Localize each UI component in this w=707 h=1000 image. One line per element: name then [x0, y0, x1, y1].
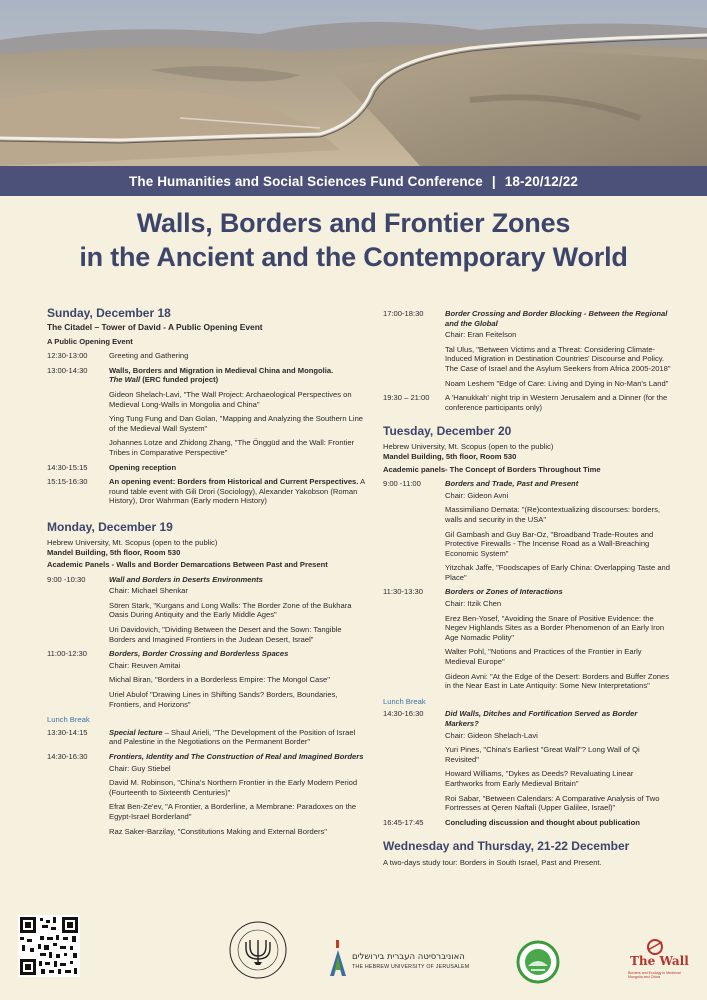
time: 13:30-14:15	[47, 727, 88, 737]
sunday-venue: The Citadel – Tower of David - A Public Opening Event	[47, 322, 263, 332]
talk: Erez Ben-Yosef, "Avoiding the Snare of Positive Evidence: the Negev Highlands Sites as a Border Phenomenon of an Early Iron Age Nomadic Polity"	[445, 613, 665, 642]
schedule-row	[47, 477, 369, 506]
hero-desert-photo	[0, 0, 707, 166]
time: 9:00 -11:00	[383, 479, 421, 489]
session-title: Frontiers, Identity and The Construction of Real and Imagined Borders	[109, 752, 364, 761]
chair: Chair: Guy Stiebel	[109, 763, 171, 773]
session-text	[109, 477, 369, 506]
monday-panel-heading: Academic Panels - Walls and Border Demarcations Between Past and Present	[47, 560, 328, 570]
the-wall-project-logo	[626, 938, 696, 988]
time: 14:30-15:15	[47, 462, 88, 472]
qr-code[interactable]	[18, 915, 80, 977]
talk: Yuri Pines, "China's Earliest "Great Wall"? Long Wall of Qi Revisited"	[445, 745, 640, 764]
time: 15:15-16:30	[47, 477, 88, 487]
lunch-break: Lunch Break	[383, 696, 426, 706]
huji-english-name: THE HEBREW UNIVERSITY OF JERUSALEM	[352, 964, 470, 970]
day-heading-tuesday: Tuesday, December 20	[383, 424, 512, 439]
tuesday-panel-heading: Academic panels- The Concept of Borders Throughout Time	[383, 464, 601, 474]
talk: Uriel Abulof "Drawing Lines in Shifting Sands? Borders, Boundaries, Frontiers, and Horizons"	[109, 690, 338, 709]
schedule-row	[47, 366, 369, 385]
time: 14:30-16:30	[47, 752, 88, 761]
session-title: Borders and Trade, Past and Present	[445, 479, 579, 489]
session-title: Border Crossing and Border Blocking - Between the Regional and the Global	[445, 309, 668, 328]
schedule-row	[47, 575, 369, 585]
day-heading-sunday: Sunday, December 18	[47, 306, 171, 320]
program-right-column	[383, 309, 673, 868]
chair: Chair: Itzik Chen	[445, 599, 502, 609]
conference-banner	[0, 166, 707, 196]
session-text: Greeting and Gathering	[109, 351, 189, 361]
time: 11:30-13:30	[383, 587, 423, 597]
schedule-row	[47, 649, 369, 659]
time: 12:30-13:00	[47, 351, 88, 361]
session-title: Did Walls, Ditches and Fortification Served as Border Markers?	[445, 709, 638, 728]
time: 13:00-14:30	[47, 365, 88, 375]
talk: Ying Tung Fung and Dan Golan, "Mapping and Analyzing the Southern Line of the Medieval Wall System"	[109, 414, 364, 433]
israel-science-academy-logo	[228, 920, 288, 980]
schedule-row	[383, 479, 673, 489]
tuesday-room: Mandel Building, 5th floor, Room 530	[383, 451, 517, 461]
session-text	[109, 728, 369, 747]
time: 9:00 -10:30	[47, 574, 86, 584]
talk: Howard Williams, "Dykes as Deeds? Revaluating Linear Earthworks from Early Medieval Britain"	[445, 769, 634, 788]
program-left-column	[47, 306, 369, 836]
time: 19:30 – 21:00	[383, 393, 430, 403]
session-title: Special lecture	[109, 727, 163, 737]
talk: Raz Saker-Barzilay, "Constitutions Making and External Borders"	[109, 826, 327, 836]
session-text: A 'Hanukkah' night trip in Western Jerusalem and a Dinner (for the conference participants only)	[445, 393, 668, 412]
talk: Gideon Avni: "At the Edge of the Desert: Borders and Buffer Zones in the Near East in Late Antiquity: Some New Interpretations"	[445, 671, 670, 691]
talk: Yitzchak Jaffe, "Foodscapes of Early China: Overlapping Taste and Place"	[445, 563, 671, 582]
schedule-row	[47, 463, 369, 473]
lunch-break: Lunch Break	[47, 715, 90, 725]
day-heading-monday: Monday, December 19	[47, 519, 173, 534]
talk: Efrat Ben-Ze'ev, "A Frontier, a Borderline, a Membrane: Paradoxes on the Egypt-Israel Borderland"	[109, 802, 357, 821]
schedule-row	[383, 709, 673, 728]
session-title: Opening reception	[109, 462, 177, 472]
talk: Sören Stark, "Kurgans and Long Walls: The Border Zone of the Bukhara Oasis During Antiquity and the Early Middle Ages"	[109, 600, 352, 620]
talk: Tal Ulus, "Between Victims and a Threat: Considering Climate-Induced Migration in Destination Countries' Discourse and Policy. The Case of Israel and the Asylum Seekers from Africa 2005-2018"	[445, 344, 671, 373]
talk: Roi Sabar, "Between Calendars: A Comparative Analysis of Two Fortresses at Qeren Naftali (Upper Galilee, Israel)"	[445, 793, 660, 813]
the-wall-logo-text: The Wall	[630, 954, 689, 968]
session-title: Concluding discussion and thought about publication	[445, 817, 640, 827]
chair: Chair: Michael Shenkar	[109, 586, 188, 596]
title-line-1: Walls, Borders and Frontier Zones	[136, 208, 571, 238]
tuesday-venue: Hebrew University, Mt. Scopus (open to the public)	[383, 442, 554, 452]
banner-separator: |	[491, 173, 496, 189]
talk: Noam Leshem "Edge of Care: Living and Dying in No-Man's Land"	[445, 378, 669, 388]
talk: Gil Gambash and Guy Bar-Oz, "Broadband Trade-Routes and Protective Firewalls - The Incense Road as a Wall-Breaching Economic System"	[445, 529, 654, 558]
talk: David M. Robinson, "China's Northern Frontier in the Early Modern Period (Fourteenth to Sixteenth Centuries)"	[109, 778, 358, 797]
schedule-row	[383, 309, 673, 328]
session-title-rest: (ERC funded project)	[140, 375, 219, 385]
session-title: An opening event: Borders from Historical and Current Perspectives.	[109, 477, 359, 487]
session-title-italic: The Wall	[109, 375, 141, 385]
day-heading-wed-thu: Wednesday and Thursday, 21-22 December	[383, 839, 630, 854]
chair: Chair: Eran Feitelson	[445, 330, 517, 340]
time: 17:00-18:30	[383, 309, 424, 318]
schedule-row	[383, 393, 673, 412]
chair: Chair: Reuven Amitai	[109, 660, 181, 670]
banner-text: The Humanities and Social Sciences Fund Conference	[129, 173, 483, 189]
session-desc: – Shaul Arieli, "The Development of the Position of Israel and Palestine in the Negotiations on the Permanent Border"	[109, 727, 356, 747]
talk: Walter Pohl, "Notions and Practices of the Frontier in Early Medieval Europe"	[445, 647, 642, 667]
talk: Gideon Shelach-Lavi, "The Wall Project: Archaeological Perspectives on Medieval Long-Walls in Mongolia and China"	[109, 389, 352, 409]
talk: Massimiliano Demata: "(Re)contextualizing discourses: borders, walls and security in the USA"	[445, 505, 660, 524]
session-title: Borders or Zones of Interactions	[445, 587, 563, 597]
session-title	[109, 366, 369, 385]
schedule-row	[383, 818, 673, 828]
session-title-main: Walls, Borders and Migration in Medieval China and Mongolia.	[109, 365, 334, 375]
time: 11:00-12:30	[47, 649, 87, 659]
time: 14:30-16:30	[383, 709, 424, 719]
banner-dates: 18-20/12/22	[504, 173, 578, 189]
study-tour-text: A two-days study tour: Borders in South Israel, Past and Present.	[383, 858, 602, 868]
page-title	[0, 206, 707, 274]
time: 16:45-17:45	[383, 817, 424, 827]
the-wall-logo-subtitle: Borders and Ecology in Medieval Mongolia and China	[628, 971, 681, 980]
session-title: Borders, Border Crossing and Borderless Spaces	[109, 649, 289, 659]
sunday-label: A Public Opening Event	[47, 336, 133, 346]
chair: Chair: Gideon Shelach-Lavi	[445, 730, 538, 740]
schedule-row	[47, 351, 369, 361]
schedule-row	[47, 752, 369, 762]
session-title: Wall and Borders in Deserts Environments	[109, 574, 263, 584]
title-line-2: in the Ancient and the Contemporary World	[79, 242, 628, 272]
hebrew-university-logo	[328, 940, 488, 984]
monday-venue: Hebrew University, Mt. Scopus (open to the public)	[47, 537, 218, 547]
talk: Michal Biran, "Borders in a Borderless Empire: The Mongol Case"	[109, 675, 330, 685]
chair: Chair: Gideon Avni	[445, 490, 509, 500]
huji-hebrew-name: האוניברסיטה העברית בירושלים	[352, 952, 465, 962]
schedule-row	[383, 587, 673, 597]
talk: Uri Davidovich, "Dividing Between the Desert and the Sown: Tangible Borders and Imagined Frontiers in the Judean Desert, Israel"	[109, 625, 342, 644]
green-emblem-logo	[516, 940, 560, 984]
talk: Johannes Lotze and Zhidong Zhang, "The Önggüd and the Wall: Frontier Tribes in Comparative Perspective"	[109, 438, 355, 457]
session-desc: A round table event with Gili Drori (Sociology), Alexander Yakobson (Roman History), Dror Wahrman (Early modern History)	[109, 477, 365, 506]
schedule-row	[47, 728, 369, 747]
monday-room: Mandel Building, 5th floor, Room 530	[47, 547, 181, 557]
